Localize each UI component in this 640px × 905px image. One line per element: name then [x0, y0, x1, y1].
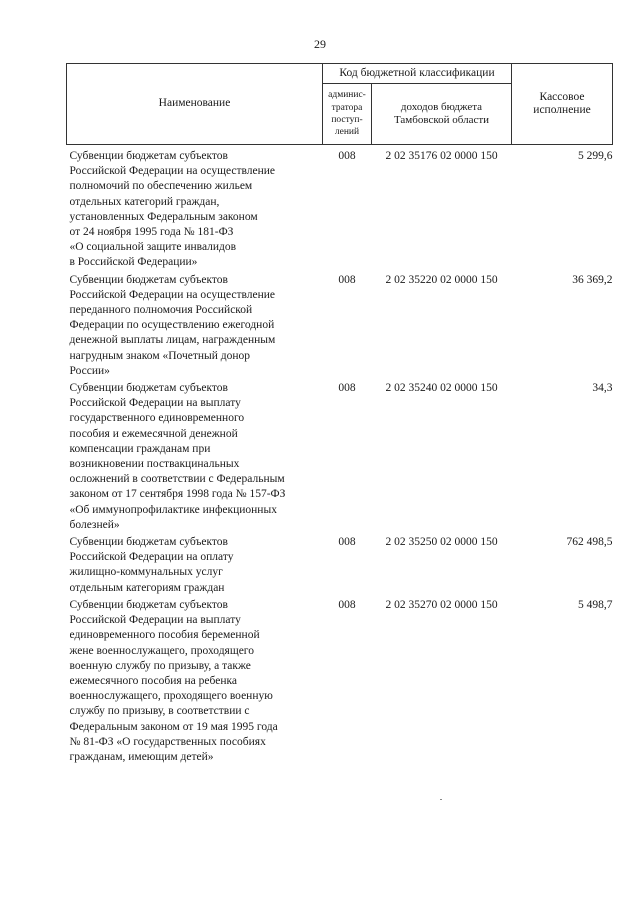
budget-table-container: [66, 63, 612, 767]
table-row: [67, 145, 613, 273]
table-header: [67, 64, 613, 145]
table-row: [67, 535, 613, 598]
row-admin-cell: 008: [338, 150, 356, 162]
header-cash-execution: Кассовое исполнение: [512, 64, 613, 145]
scan-dot: [440, 799, 442, 800]
row-admin-cell: 008: [338, 598, 356, 611]
row-amount-cell: 5 299,6: [578, 150, 613, 162]
row-name-cell: Субвенции бюджетам субъектов Российской Федерации на осуществление полномочий по обеспечению жильем отдельных категорий граждан, установленных Федеральным законом от 24 ноября 1995 года № 181-ФЗ «О социальной защите инвалидов в Российской Федерации»: [69, 150, 276, 269]
row-name-cell: Субвенции бюджетам субъектов Российской Федерации на выплату государственного единовременного пособия и ежемесячной денежной компенсации гражданам при возникновении поствакцинальных осложнений в соответствии с Федеральным законом от 17 сентября 1998 года № 157-ФЗ «Об иммунопрофилактике инфекционных болезней»: [69, 382, 286, 531]
table-row: [67, 598, 613, 767]
row-code-cell: 2 02 35240 02 0000 150: [385, 382, 498, 395]
row-code-cell: 2 02 35176 02 0000 150: [385, 150, 498, 162]
row-amount-cell: 34,3: [592, 382, 613, 395]
row-amount-cell: 5 498,7: [578, 598, 613, 611]
budget-table: [66, 63, 613, 767]
page-number: 29: [314, 37, 326, 51]
table-row: [67, 381, 613, 535]
header-budget-code-group: Код бюджетной классификации: [323, 64, 512, 84]
row-name-cell: Субвенции бюджетам субъектов Российской Федерации на выплату единовременного пособия беременной жене военнослужащего, проходящего военную службу по призыву, а также ежемесячного пособия на ребенка военнослужащего, проходящего военную службу по призыву, в соответствии с Федеральным законом от 19 мая 1995 года № 81-ФЗ «О государственных пособиях гражданам, имеющим детей»: [69, 598, 278, 763]
row-amount-cell: 762 498,5: [566, 536, 613, 549]
header-administrator: админис- тратора поступ- лений: [323, 84, 372, 145]
row-admin-cell: 008: [338, 536, 356, 549]
row-admin-cell: 008: [338, 273, 356, 286]
table-body: [67, 145, 613, 768]
header-budget-income: доходов бюджета Тамбовской области: [372, 84, 512, 145]
row-admin-cell: 008: [338, 382, 356, 395]
row-name-cell: Субвенции бюджетам субъектов Российской Федерации на оплату жилищно-коммунальных услуг отдельным категориям граждан: [69, 536, 234, 594]
row-code-cell: 2 02 35250 02 0000 150: [385, 536, 498, 549]
row-amount-cell: 36 369,2: [572, 273, 613, 286]
row-code-cell: 2 02 35220 02 0000 150: [385, 273, 498, 286]
table-row: [67, 273, 613, 381]
row-code-cell: 2 02 35270 02 0000 150: [385, 598, 498, 611]
row-name-cell: Субвенции бюджетам субъектов Российской Федерации на осуществление переданного полномочия Российской Федерации по осуществлению ежегодной денежной выплаты лицам, награжденным нагрудным знаком «Почетный донор России»: [69, 273, 276, 377]
header-name: Наименование: [67, 64, 323, 145]
